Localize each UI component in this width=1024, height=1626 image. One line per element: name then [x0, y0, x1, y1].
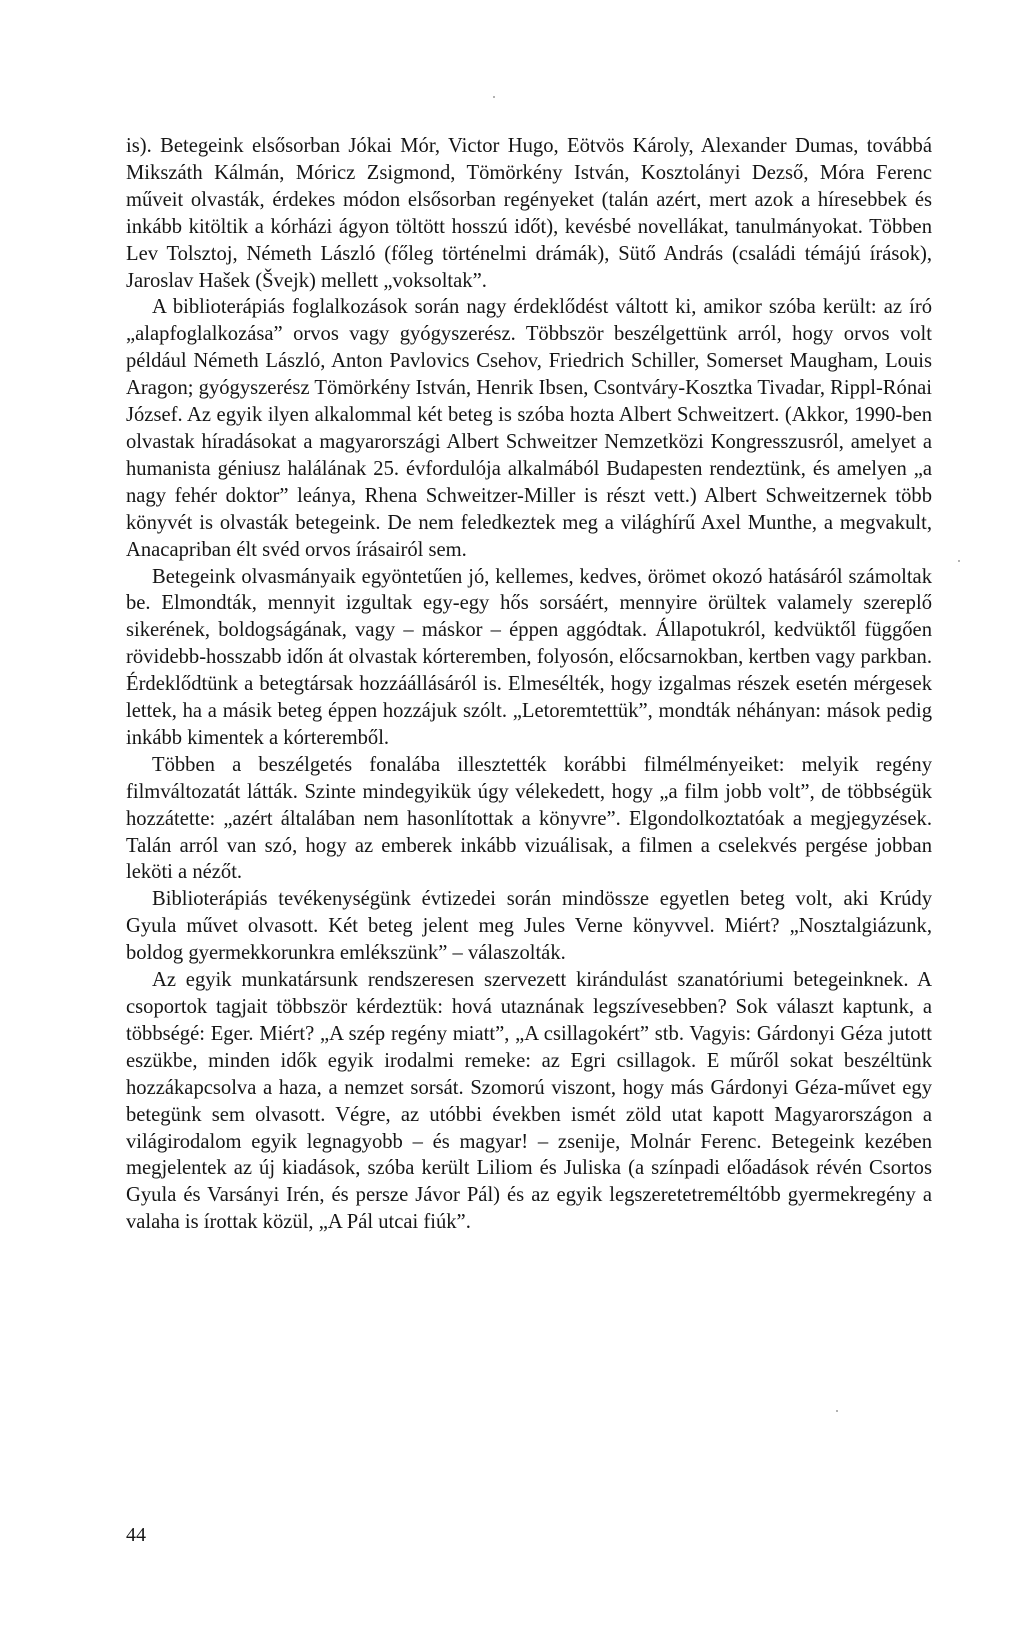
- scan-speck: [493, 96, 495, 98]
- paragraph-6: Az egyik munkatársunk rendszeresen szervezett kirándulást szanatóriumi betegeinknek. A csoportok tagjait többször kérdeztük: hová utaznának legszívesebben? Sok választ kaptunk, a többségé: Eger. Miért? „A szép regény miatt”, „A csillagokért” stb. Vagyis: Gárdonyi Géza jutott eszükbe, minden idők egyik irodalmi remeke: az Egri csillagok. E műről sokat beszéltünk hozzákapcsolva a haza, a nemzet sorsát. Szomorú viszont, hogy más Gárdonyi Géza-művet egy betegünk sem olvasott. Végre, az utóbbi években ismét zöld utat kapott Magyarországon a világirodalom egyik legnagyobb – és magyar! – zsenije, Molnár Ferenc. Betegeink kezében megjelentek az új kiadások, szóba került Liliom és Juliska (a színpadi előadások révén Csortos Gyula és Varsányi Irén, és persze Jávor Pál) és az egyik legszeretetreméltóbb gyermekregény a valaha is írottak közül, „A Pál utcai fiúk”.: [126, 969, 932, 1234]
- paragraph-5: Biblioterápiás tevékenységünk évtizedei során mindössze egyetlen beteg volt, aki Krúdy Gyula művet olvasott. Két beteg jelent meg Jules Verne könyvvel. Miért? „Nosztalgiázunk, boldog gyermekkorunkra emlékszünk” – válaszolták.: [126, 888, 932, 965]
- body-text: [126, 133, 932, 1236]
- scan-speck: [836, 1410, 838, 1412]
- paragraph-3: Betegeink olvasmányaik egyöntetűen jó, kellemes, kedves, örömet okozó hatásáról számoltak be. Elmondták, mennyit izgultak egy-egy hős sorsáért, mennyire örültek valamely szereplő sikerének, boldogságának, vagy – máskor – éppen aggódtak. Állapotukról, kedvüktől függően rövidebb-hosszabb időn át olvastak kórteremben, folyosón, előcsarnokban, kertben vagy parkban. Érdeklődtünk a betegtársak hozzáállásáról is. Elmesélték, hogy izgalmas részek esetén mérgesek lettek, ha a másik beteg éppen hozzájuk szólt. „Letoremtettük”, mondták néhányan: mások pedig inkább kimentek a kórteremből.: [126, 565, 932, 749]
- paragraph-1: is). Betegeink elsősorban Jókai Mór, Victor Hugo, Eötvös Károly, Alexander Dumas, továbbá Mikszáth Kálmán, Móricz Zsigmond, Tömörkény István, Kosztolányi Dezső, Móra Ferenc műveit olvasták, érdekes módon elsősorban regényeket (talán azért, mert azok a híresebbek és inkább kitöltik a kórházi ágyon töltött hosszú időt), kevésbé novellákat, tanulmányokat. Többen Lev Tolsztoj, Németh László (főleg történelmi drámák), Sütő András (családi témájú írások), Jaroslav Hašek (Švejk) mellett „voksoltak”.: [126, 135, 932, 292]
- paragraph-2: A biblioterápiás foglalkozások során nagy érdeklődést váltott ki, amikor szóba került: az író „alapfoglalkozása” orvos vagy gyógyszerész. Többször beszélgettünk arról, hogy orvos volt például Németh László, Anton Pavlovics Csehov, Friedrich Schiller, Somerset Maugham, Louis Aragon; gyógyszerész Tömörkény István, Henrik Ibsen, Csontváry-Kosztka Tivadar, Rippl-Rónai József. Az egyik ilyen alkalommal két beteg is szóba hozta Albert Schweitzert. (Akkor, 1990-ben olvastak híradásokat a magyarországi Albert Schweitzer Nemzetközi Kongresszusról, amelyet a humanista géniusz halálának 25. évfordulója alkalmából Budapesten rendeztünk, és amelyen „a nagy fehér doktor” leánya, Rhena Schweitzer-Miller is részt vett.) Albert Schweitzernek több könyvét is olvasták betegeink. De nem feledkeztek meg a világhírű Axel Munthe, a megvakult, Anacapriban élt svéd orvos írásairól sem.: [126, 296, 932, 561]
- page-number: 44: [126, 1524, 146, 1546]
- paragraph-4: Többen a beszélgetés fonalába illesztették korábbi filmélményeiket: melyik regény filmváltozatát látták. Szinte mindegyikük úgy vélekedett, hogy „a film jobb volt”, de többségük hozzátette: „azért általában nem hasonlítottak a könyvre”. Elgondolkoztatóak a megjegyzések. Talán arról van szó, hogy az emberek inkább vizuálisak, a filmen a cselekvés pergése jobban leköti a nézőt.: [126, 753, 932, 884]
- scan-speck: [958, 560, 960, 562]
